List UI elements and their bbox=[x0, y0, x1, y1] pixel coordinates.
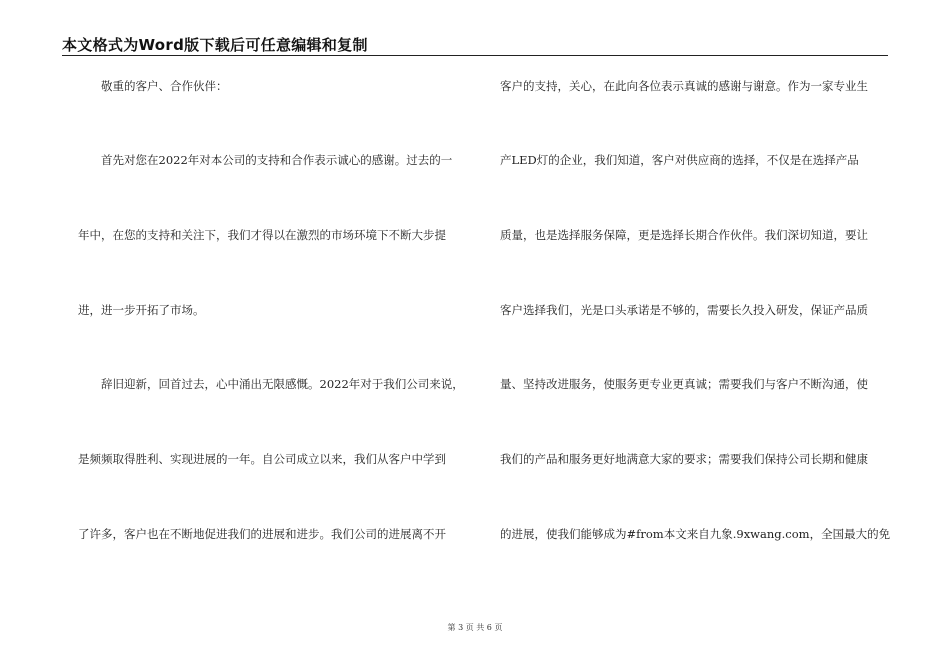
text-line: 质量，也是选择服务保障，更是选择长期合作伙伴。我们深切知道，要让 bbox=[500, 228, 868, 242]
text-line: 量、坚持改进服务，使服务更专业更真诚；需要我们与客户不断沟通，使 bbox=[500, 377, 868, 391]
text-line: 了许多，客户也在不断地促进我们的进展和进步。我们公司的进展离不开 bbox=[78, 527, 446, 541]
text-line: 是频频取得胜利、实现进展的一年。自公司成立以来，我们从客户中学到 bbox=[78, 452, 446, 466]
text-line: 产LED灯的企业，我们知道，客户对供应商的选择，不仅是在选择产品 bbox=[500, 153, 859, 167]
text-line: 客户的支持，关心，在此向各位表示真诚的感谢与谢意。作为一家专业生 bbox=[500, 79, 868, 93]
text-line: 进，进一步开拓了市场。 bbox=[78, 303, 205, 317]
text-line: 敬重的客户、合作伙伴： bbox=[78, 79, 228, 93]
text-line: 客户选择我们，光是口头承诺是不够的，需要长久投入研发，保证产品质 bbox=[500, 303, 868, 317]
page-number-footer: 第 3 页 共 6 页 bbox=[447, 623, 503, 632]
text-line: 辞旧迎新，回首过去，心中涌出无限感慨。2022年对于我们公司来说， bbox=[78, 377, 464, 391]
text-line: 的进展，使我们能够成为#from本文来自九象.9xwang.com，全国最大的免 bbox=[500, 527, 891, 541]
header-rule bbox=[62, 55, 888, 56]
text-line: 我们的产品和服务更好地满意大家的要求；需要我们保持公司长期和健康 bbox=[500, 452, 868, 466]
text-line: 首先对您在2022年对本公司的支持和合作表示诚心的感谢。过去的一 bbox=[78, 153, 453, 167]
text-line: 年中，在您的支持和关注下，我们才得以在激烈的市场环境下不断大步提 bbox=[78, 228, 446, 242]
document-header-title: 本文格式为Word版下载后可任意编辑和复制 bbox=[62, 36, 368, 54]
